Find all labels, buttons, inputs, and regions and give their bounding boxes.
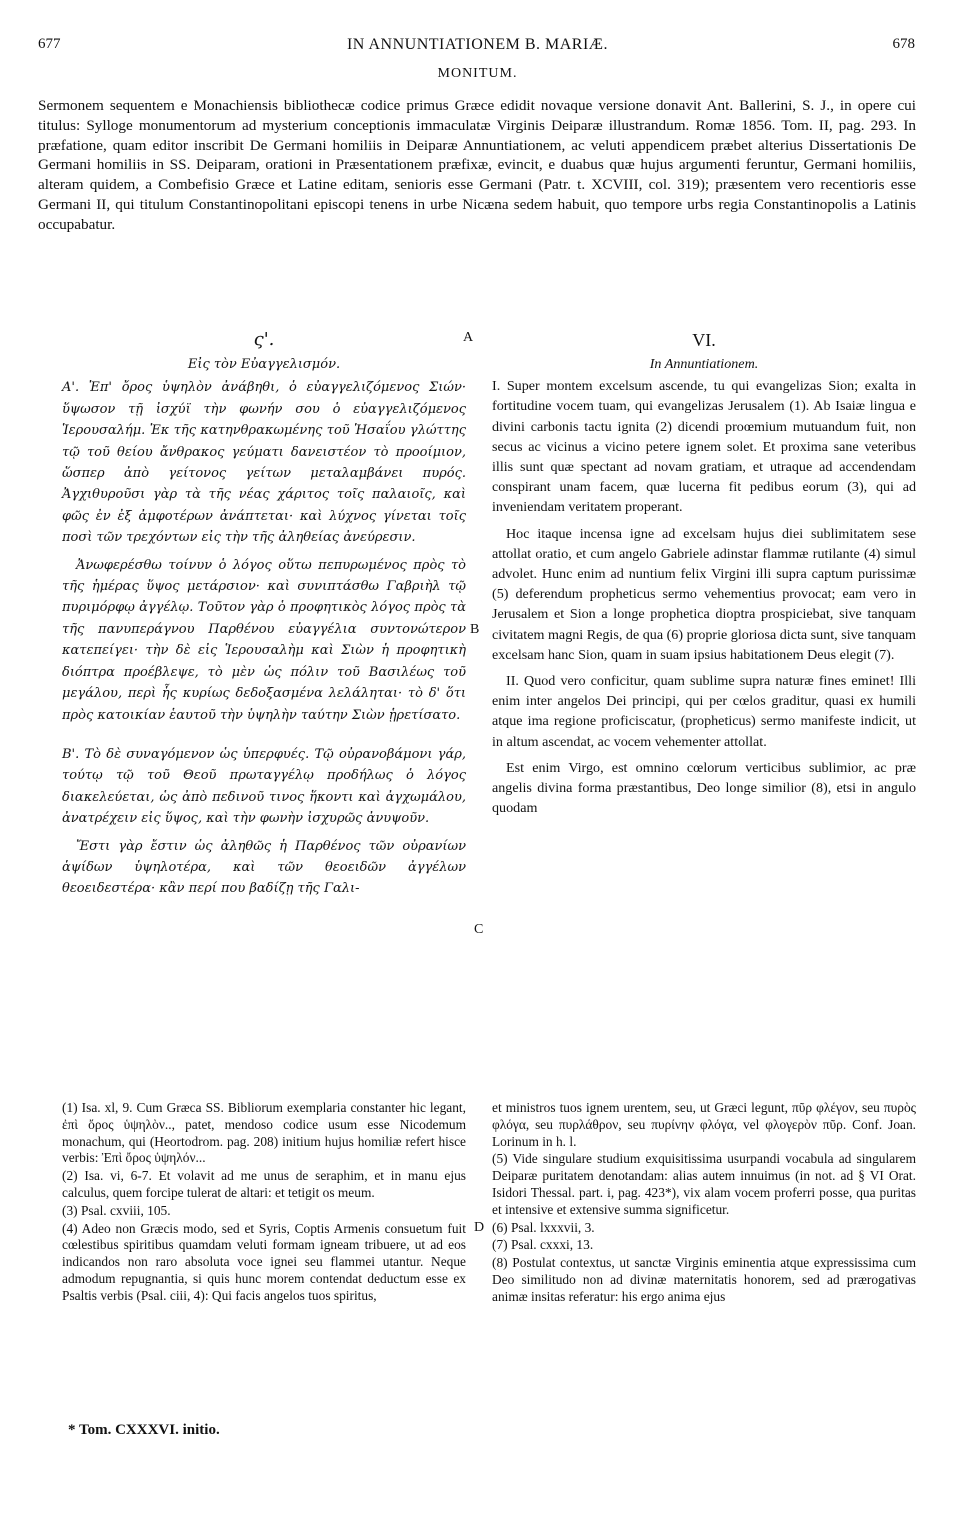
greek-column [62, 326, 466, 906]
page-number-right: 678 [892, 36, 915, 52]
latin-paragraph: I. Super montem excelsum ascende, tu qui evangelizas Sion; exalta in fortitudine vocem tuam, qui evangelizas Jerusalem (1). Ab Isaiæ lingua e divini carbonis tactu ignita (2) dicendi proœmium mutuandum fuit, non secus ac vicinus a vicino petere ignem solet. Et proxima sane veteribus illis sunt quæ spectant ad novam gratiam, et utraque ad accendendam conspirant unam facem, quæ lucerna fit pedibus eorum (3), qui ad inveniendam veritatem properant. [492, 378, 916, 516]
margin-letter-d: D [474, 1220, 485, 1235]
page-number-left: 677 [38, 36, 61, 52]
greek-heading: Εἰς τὸν Εὐαγγελισμόν. [187, 357, 341, 372]
footnote: (5) Vide singulare studium exquisitissima usurpandi vocabula ad singularem Deiparæ puritatem denotandam: alias autem innuimus (in not. ad § VI Orat. Isidori Thessal. part. i, pag. 423*), vix alam vocem proferri posse, qua puritas et intensive et extensive summa significetur. [492, 1151, 916, 1217]
greek-paragraph: Ἀνωφερέσθω τοίνυν ὁ λόγος οὕτω πεπυρωμένος πρὸς τὸ τῆς ἡμέρας ὕψος μετάρσιον· καὶ συνιπτάσθω Γαβριὴλ τῷ πυριμόρφῳ ἀγγέλῳ. Τοῦτον γὰρ ὁ προφητικὸς λόγος πρὸς τὰ τῆς πανυπεράγνου Παρθένου εὐαγγέλια συντονώτερον κατεπείγει· τὴν δὲ εἰς Ἱερουσαλὴμ καὶ Σιὼν ἡ προφητικὴ διόπτρα προέβλεψε, τὸ μὲν ὡς πόλιν τοῦ Βασιλέως τοῦ μεγάλου, περὶ ἧς κυρίως δεδοξασμένα λελάληται· τὸ δ' ὅτι πρὸς κατοικίαν ἑαυτοῦ τὴν ὑψηλὴν ταύτην Σιὼν ᾑρετίσατο. [62, 557, 466, 723]
footnote: (7) Psal. cxxxi, 13. [492, 1237, 594, 1253]
footnote: (4) Adeo non Græcis modo, sed et Syris, Coptis Armenis consuetum fuit cœlestibus spiritibus quamdam veluti formam igneam tribuere, ut ad eos indicandos non raro absoluta voce ignei seu flammei utantur. Neque admodum repugnantia, si quis hunc morem contendat deductum esse ex Psaltis verbis (Psal. ciii, 4): Qui facis angelos tuos spiritus, [62, 1220, 466, 1303]
footnote: et ministros tuos ignem urentem, seu, ut Græci legunt, πῦρ φλέγον, seu πυρὸς φλόγα, seu πυρλάθρον, seu πυρίνην φλόγα, vel φλογερὸν πῦρ. Conf. Joan. Lorinum in h. l. [492, 1100, 916, 1149]
footer-note: * Tom. CXXXVI. initio. [68, 1422, 220, 1438]
margin-letter-b: B [470, 622, 480, 637]
latin-paragraph: Hoc itaque incensa igne ad excelsam hujus diei sublimitatem sese attollat oratio, et cum angelo Gabriele adinstar flammæ rutilante (4) simul advolet. Hunc enim ad nuntium felix Virgini illi supra captum purissimæ (5) deferendum propheticus sermo vehementius provocat; eam vero in Jerusalem et Sion a longe prophetica dioptra prospiciebat, sive tanquam civitatem magni Regis, de qua (6) proprie gloriosa dicta sunt, sive tanquam excelsam hanc Sion, quam in suam ipsius habitationem Deus elegit (7). [492, 525, 916, 663]
running-title: IN ANNUNTIATIONEM B. MARIÆ. [346, 36, 609, 53]
greek-paragraph: Β'. Τὸ δὲ συναγόμενον ὡς ὑπερφυές. Τῷ οὐρανοβάμονι γάρ, τούτῳ τῷ τοῦ Θεοῦ πρωταγγέλῳ προδήλως ὁ λόγος διακελεύεται, ὡς ἀπὸ πεδινοῦ τινος ἥκοντι καὶ ἀγχωμάλου, ἀνατρέχειν εἰς ὕψος, καὶ τὴν φωνὴν ἰσχυρῶς ἀνυψοῦν. [62, 746, 466, 827]
footnotes-left [62, 1100, 466, 1306]
preface-paragraph: Sermonem sequentem e Monachiensis bibliothecæ codice primus Græce edidit novaque versione donavit Ant. Ballerini, S. J., in opere cui titulus: Sylloge monumentorum ad mysterium conceptionis immaculatæ Virginis Deiparæ illustrandum. Romæ 1856. Tom. II, pag. 293. In præfatione, quam editor inscribit De Germani homiliis in Deiparæ Annuntiationem, ac veluti appendicem præbet alterius Dissertationis De Germani homiliis in SS. Deiparam, orationi in Præsentationem præfixæ, evincit, e duabus quæ hujus argumenti feruntur, Germani homiliis, alteram quidem, a Combefisio Græce et Latine editam, senioris esse Germani (Patr. t. XCVIII, col. 319); præsentem vero recentioris esse Germani II, qui titulum Constantinopolitani episcopi tenens in urbe Nicæna sedem habuit, quo tempore urbs regia Constantinopolis a Latinis occupabatur. [38, 97, 916, 233]
latin-column [492, 326, 916, 824]
footnote: (6) Psal. lxxxvii, 3. [492, 1219, 595, 1235]
latin-paragraph: Est enim Virgo, est omnino cœlorum verticibus sublimior, ac præ angelis divina forma præstantibus, Deo longe similior (8), etsi in angulo quodam [492, 759, 916, 817]
footnote: (3) Psal. cxviii, 105. [62, 1202, 171, 1218]
latin-paragraph: II. Quod vero conficitur, quam sublime supra naturæ fines eminet! Illi enim inter angelos Dei principi, qui per cœlos graditur, quasi ex humili atque ima regione proficiscatur, (propheticus) sermo manifeste indicit, ut in altum ascendat, ac vocem vehementer attollat. [492, 673, 916, 750]
latin-heading: In Annuntiationem. [649, 356, 759, 372]
footnotes-right [492, 1100, 916, 1307]
greek-paragraph: Ἔστι γὰρ ἔστιν ὡς ἀληθῶς ἡ Παρθένος τῶν οὐρανίων ἁψίδων ὑψηλοτέρα, καὶ τῶν θεοειδῶν ἀγγέλων θεοειδεστέρα· κἂν περί που βαδίζῃ τῆς Γαλι- [62, 838, 466, 897]
section-title: MONITUM. [437, 66, 518, 81]
greek-paragraph: Α'. Ἐπ' ὄρος ὑψηλὸν ἀνάβηθι, ὁ εὐαγγελιζόμενος Σιών· ὕψωσον τῇ ἰσχύϊ τὴν φωνήν σου ὁ εὐαγγελιζόμενος Ἱερουσαλήμ. Ἐκ τῆς κατηνθρακωμένης τοῦ Ἡσαΐου γλώττης τῷ τοῦ θείου ἄνθρακος γεύματι δανειστέον τὸ προοίμιον, ὥσπερ ἀπὸ γείτονος γείτων μεταλαμβάνει πυρός. Ἀγχιθυροῦσι γὰρ τὰ τῆς νέας χάριτος τοῖς παλαιοῖς, καὶ φῶς ἐν ἐξ ἀμφοτέρων ἀνάπτεται· καὶ λύχνος γίνεται τοῖς ποσὶ τῶν τρεχόντων εἰς τὴν τῆς ἀληθείας ἀνεύρεσιν. [62, 380, 466, 546]
greek-section-number: ς'. [253, 329, 275, 350]
footnote: (2) Isa. vi, 6-7. Et volavit ad me unus de seraphim, et in manu ejus calculus, quem forcipe tulerat de altari: et tetigit os meum. [62, 1168, 466, 1200]
margin-letter-c: C [474, 922, 484, 937]
latin-section-number: VI. [692, 330, 716, 350]
footnote: (8) Postulat contextus, ut sanctæ Virginis eminentia atque expressissima cum Deo similitudo non ad divinæ maternitatis honorem, sed ad prærogativas animæ insitas referatur: his ergo anima ejus [492, 1255, 916, 1304]
footnote: (1) Isa. xl, 9. Cum Græca SS. Bibliorum exemplaria constanter hic legant, ἐπὶ ὄρος ὑψηλὸν.., patet, mendoso codice usum esse Nicodemum monachum, qui (Heortodrom. pag. 208) initium hujus homiliæ refert hisce verbis: Ἐπὶ ὄρος ὑψηλόν... [62, 1100, 466, 1166]
margin-letter-a: A [463, 330, 474, 345]
